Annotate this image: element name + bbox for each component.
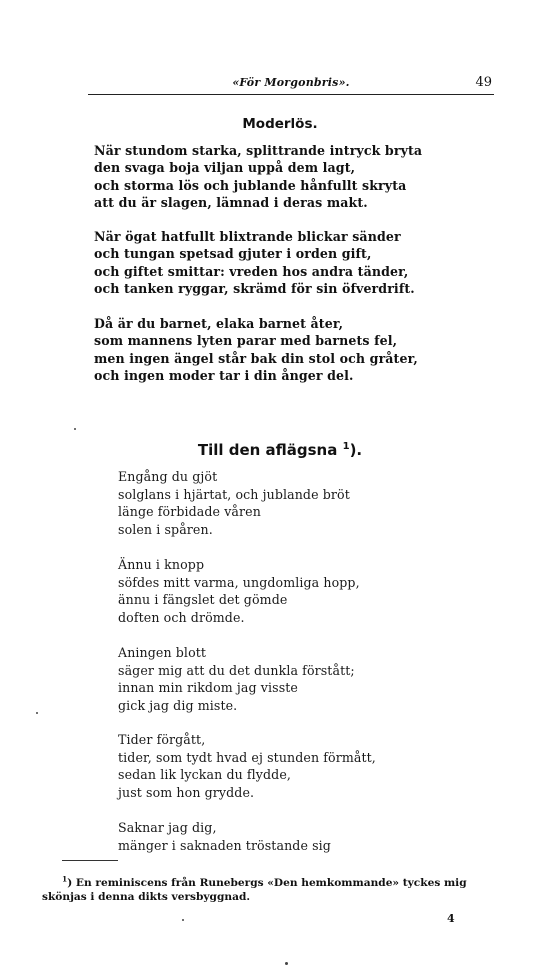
- verse-line: När stundom starka, splittrande intryck bryta: [94, 143, 423, 158]
- verse-line: innan min rikdom jag visste: [118, 680, 298, 695]
- verse-line: När ögat hatfullt blixtrande blickar sänder: [94, 229, 401, 244]
- verse-line: Engång du gjöt: [118, 469, 218, 484]
- poem2-stanza-4: [118, 731, 376, 801]
- verse-line: sedan lik lyckan du flydde,: [118, 767, 291, 782]
- verse-line: och tanken ryggar, skrämd för sin öfverdrift.: [94, 280, 415, 296]
- poem2-stanza-3: [118, 644, 355, 714]
- verse-line: söfdes mitt varma, ungdomliga hopp,: [118, 574, 360, 590]
- verse-line: och giftet smittar: vreden hos andra tänder,: [94, 263, 409, 279]
- page-number: 49: [475, 75, 492, 90]
- verse-line: Tider förgått,: [118, 732, 206, 747]
- verse-line: Då är du barnet, elaka barnet åter,: [94, 316, 344, 331]
- verse-line: att du är slagen, lämnad i deras makt.: [94, 194, 368, 210]
- verse-line: och tungan spetsad gjuter i orden gift,: [94, 246, 372, 262]
- verse-line: solen i spåren.: [118, 521, 213, 537]
- verse-line: Aningen blott: [118, 645, 207, 660]
- signature-mark: 4: [447, 912, 455, 925]
- page-header: [88, 74, 494, 95]
- verse-line: länge förbidade våren: [118, 504, 261, 519]
- print-speck: [74, 428, 76, 430]
- verse-line: och storma lös och jublande hånfullt skryta: [94, 177, 407, 193]
- running-head: «För Morgonbris».: [232, 76, 350, 89]
- poem-title-end: ).: [349, 441, 363, 459]
- poem2-stanza-5: [118, 819, 331, 854]
- verse-line: den svaga boja viljan uppå dem lagt,: [94, 160, 356, 176]
- footnote-marker: 1: [62, 874, 68, 884]
- verse-line: och ingen moder tar i din ånger del.: [94, 367, 354, 383]
- verse-line: säger mig att du det dunkla förstått;: [118, 662, 355, 678]
- footnote-rule: [62, 860, 118, 861]
- footnote-reference: 1: [342, 441, 350, 452]
- verse-line: Saknar jag dig,: [118, 820, 217, 835]
- poem-title-text: Till den aflägsna: [197, 441, 338, 459]
- poem2-stanza-2: [118, 556, 360, 626]
- verse-line: just som hon grydde.: [118, 784, 255, 800]
- print-speck: [36, 712, 38, 714]
- print-speck: [182, 919, 184, 921]
- footnote: [42, 876, 502, 904]
- verse-line: men ingen ängel står bak din stol och gråter,: [94, 350, 418, 366]
- verse-line: som mannens lyten parar med barnets fel,: [94, 333, 398, 349]
- footnote-text: ) En reminiscens från Runebergs «Den hemkommande» tyckes mig skönjas i denna dikts versbyggnad.: [42, 877, 467, 903]
- verse-line: mänger i saknaden tröstande sig: [118, 837, 331, 853]
- poem-title-till-den-aflagsna: [0, 441, 560, 459]
- poem2-stanza-1: [118, 468, 350, 538]
- verse-line: solglans i hjärtat, och jublande bröt: [118, 486, 350, 502]
- poem1-stanza-2: [94, 228, 415, 297]
- verse-line: gick jag dig miste.: [118, 697, 238, 713]
- verse-line: doften och drömde.: [118, 609, 245, 625]
- poem1-stanza-3: [94, 315, 418, 384]
- poem-title-moderlos: Moderlös.: [242, 116, 318, 132]
- poem1-stanza-1: [94, 142, 422, 211]
- verse-line: tider, som tydt hvad ej stunden förmått,: [118, 749, 376, 765]
- print-speck: [285, 962, 288, 965]
- verse-line: Ännu i knopp: [118, 557, 205, 572]
- verse-line: ännu i fängslet det gömde: [118, 592, 288, 607]
